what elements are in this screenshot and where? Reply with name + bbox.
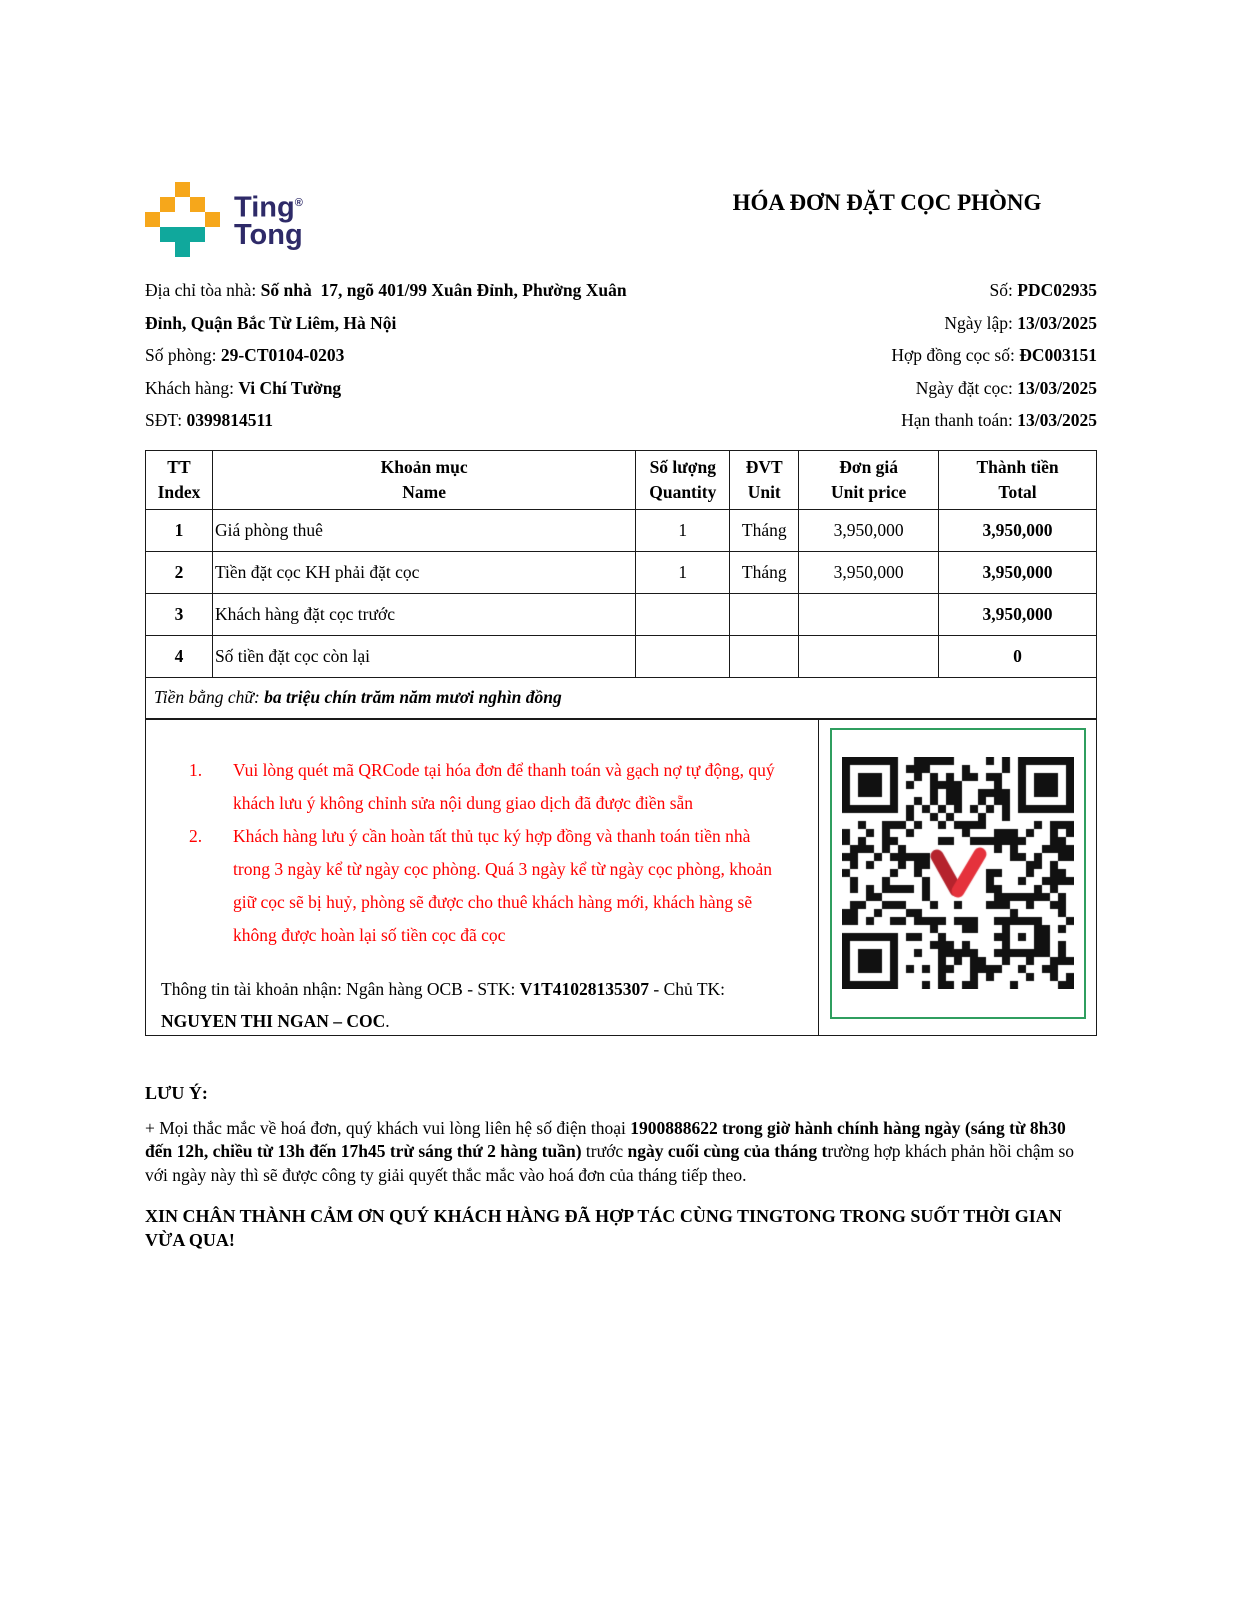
support-note-seg5: rường hợp khách phản hồi chậm so với ngày này thì sẽ được công ty giải quyết thắc mắc vào hoá đơn của tháng tiếp theo. — [145, 1141, 1075, 1185]
cell-name: Giá phòng thuê — [212, 509, 635, 551]
due-date-label: Hạn thanh toán: — [901, 410, 1018, 430]
cell-total: 0 — [939, 635, 1097, 677]
cell-unit-price — [799, 593, 939, 635]
tingtong-logo — [145, 182, 303, 257]
building-customer-info — [145, 274, 657, 437]
cell-quantity: 1 — [636, 551, 730, 593]
note-item — [189, 754, 790, 820]
cell-unit-price: 3,950,000 — [799, 509, 939, 551]
room-label: Số phòng: — [145, 345, 221, 365]
cell-name: Khách hàng đặt cọc trước — [212, 593, 635, 635]
qr-code — [842, 757, 1074, 989]
cell-total: 3,950,000 — [939, 593, 1097, 635]
cell-quantity — [636, 593, 730, 635]
cell-unit — [730, 635, 799, 677]
note-text: Khách hàng lưu ý cần hoàn tất thủ tục ký hợp đồng và thanh toán tiền nhà trong 3 ngày kể từ ngày cọc phòng. Quá 3 ngày kể từ ngày cọc phòng, khoản giữ cọc sẽ bị huỷ, phòng sẽ được cho thuê khách hàng mới, khách hàng sẽ không được hoàn lại số tiền cọc đã cọc — [233, 825, 772, 945]
bank-info-prefix: Thông tin tài khoản nhận: Ngân hàng OCB - STK: — [161, 978, 520, 999]
bank-account-info — [161, 973, 790, 1037]
created-date-value: 13/03/2025 — [1017, 312, 1097, 333]
bank-account-number: V1T41028135307 — [519, 978, 650, 999]
deposit-date-value: 13/03/2025 — [1017, 377, 1097, 398]
invoice-info — [145, 274, 1097, 437]
invoice-number-value: PDC02935 — [1017, 280, 1097, 300]
support-note-deadline-bold: ngày cuối cùng của tháng t — [627, 1141, 828, 1161]
table-row — [146, 593, 1097, 635]
customer-label: Khách hàng: — [145, 377, 239, 398]
address-label: Địa chỉ tòa nhà: — [145, 280, 261, 300]
created-date-label: Ngày lập: — [944, 312, 1018, 333]
note-number: 2. — [189, 825, 203, 846]
table-header-row — [146, 450, 1097, 509]
registered-mark: ® — [294, 197, 303, 209]
cell-index: 1 — [146, 509, 213, 551]
logo-word-ting: Ting — [234, 191, 295, 224]
cell-total: 3,950,000 — [939, 509, 1097, 551]
support-note — [145, 1117, 1097, 1188]
payment-notes — [146, 720, 819, 1035]
line-items-table — [145, 450, 1097, 719]
cell-quantity: 1 — [636, 509, 730, 551]
table-row — [146, 509, 1097, 551]
support-note-seg1: + Mọi thắc mắc về hoá đơn, quý khách vui lòng liên hệ số điện thoại — [145, 1117, 631, 1138]
deposit-date-label: Ngày đặt cọc: — [915, 377, 1018, 398]
header-index: TT Index — [146, 450, 213, 509]
support-note-seg3: trước — [581, 1141, 628, 1161]
payment-notes-box — [145, 718, 1097, 1036]
cell-unit-price — [799, 635, 939, 677]
note-heading: LƯU Ý: — [145, 1082, 208, 1103]
tingtong-pixel-arrow-icon — [145, 182, 220, 257]
cell-unit: Tháng — [730, 551, 799, 593]
support-note-phone-bold: 1900888622 trong giờ hành chính hàng ngày (sáng từ 8h30 đến 12h, chiều từ 13h đến 17h45 trừ sáng thứ 2 hàng tuần) — [145, 1117, 1066, 1161]
phone-label: SĐT: — [145, 410, 187, 430]
cell-unit-price: 3,950,000 — [799, 551, 939, 593]
bank-info-mid: - Chủ TK: — [649, 978, 726, 999]
note-text: Vui lòng quét mã QRCode tại hóa đơn để thanh toán và gạch nợ tự động, quý khách lưu ý không chỉnh sửa nội dung giao dịch đã được điền sẵn — [233, 759, 775, 813]
header-unit: ĐVT Unit — [730, 450, 799, 509]
cell-unit: Tháng — [730, 509, 799, 551]
cell-name: Số tiền đặt cọc còn lại — [212, 635, 635, 677]
address-value: Số nhà 17, ngõ 401/99 Xuân Đỉnh, Phường Xuân Đỉnh, Quận Bắc Từ Liêm, Hà Nội — [145, 280, 631, 333]
amount-in-words-row — [146, 677, 1097, 718]
cell-name: Tiền đặt cọc KH phải đặt cọc — [212, 551, 635, 593]
logo-word-tong: Tong — [234, 218, 303, 251]
table-row — [146, 551, 1097, 593]
contract-number-label: Hợp đồng cọc số: — [891, 345, 1020, 365]
cell-unit — [730, 593, 799, 635]
qr-code-frame — [830, 728, 1086, 1019]
payment-notes-list — [161, 754, 790, 952]
header-unit-price: Đơn giá Unit price — [799, 450, 939, 509]
bank-info-suffix: . — [385, 1010, 390, 1031]
invoice-header — [145, 182, 1097, 257]
amount-in-words-label: Tiền bằng chữ: — [154, 687, 265, 707]
page-title: HÓA ĐƠN ĐẶT CỌC PHÒNG — [732, 190, 1042, 215]
invoice-meta — [891, 274, 1097, 437]
table-row — [146, 635, 1097, 677]
cell-quantity — [636, 635, 730, 677]
phone-value: 0399814511 — [186, 410, 273, 430]
invoice-number-label: Số: — [989, 280, 1018, 300]
contract-number-value: ĐC003151 — [1019, 345, 1097, 365]
header-name: Khoản mục Name — [212, 450, 635, 509]
cell-index: 3 — [146, 593, 213, 635]
header-quantity: Số lượng Quantity — [636, 450, 730, 509]
cell-index: 4 — [146, 635, 213, 677]
header-total: Thành tiền Total — [939, 450, 1097, 509]
note-item — [189, 820, 790, 952]
bank-account-holder: NGUYEN THI NGAN – COC — [161, 1010, 386, 1031]
customer-value: Vi Chí Tường — [238, 377, 342, 398]
cell-total: 3,950,000 — [939, 551, 1097, 593]
thanks-note: XIN CHÂN THÀNH CẢM ƠN QUÝ KHÁCH HÀNG ĐÃ HỢP TÁC CÙNG TINGTONG TRONG SUỐT THỜI GIAN VỪA QUA! — [145, 1206, 1062, 1250]
amount-in-words-value: ba triệu chín trăm năm mươi nghìn đồng — [264, 687, 562, 707]
due-date-value: 13/03/2025 — [1017, 410, 1097, 430]
note-number: 1. — [189, 759, 203, 780]
logo-wordmark — [234, 182, 303, 249]
cell-index: 2 — [146, 551, 213, 593]
room-value: 29-CT0104-0203 — [220, 345, 345, 365]
qr-section — [819, 720, 1096, 1035]
